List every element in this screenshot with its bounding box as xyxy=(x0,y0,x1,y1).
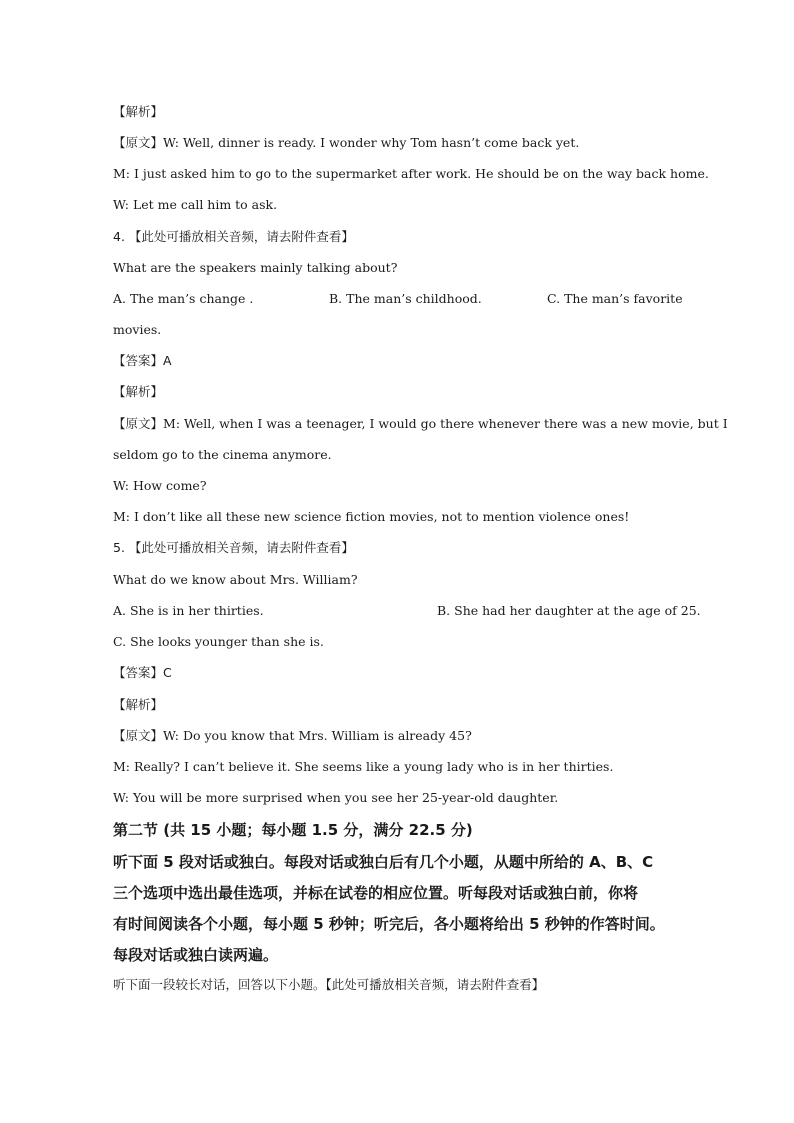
q4-transcript-line-1-continued: seldom go to the cinema anymore. xyxy=(113,447,332,462)
q4-option-a: A. The man’s change . xyxy=(113,291,254,306)
q3-orig-tag: 【原文】 xyxy=(113,135,164,150)
section-2-instructions-line-3: 有时间阅读各个小题，每小题 5 秒钟；听完后，各小题将给出 5 秒钟的作答时间。 xyxy=(113,915,665,933)
q5-line-1-text: W: Do you know that Mrs. William is already 45? xyxy=(163,728,472,743)
q4-orig-tag: 【原文】 xyxy=(113,416,164,431)
q4-question: What are the speakers mainly talking about? xyxy=(113,260,398,275)
q5-option-c: C. She looks younger than she is. xyxy=(113,634,324,649)
q4-transcript-line-1 xyxy=(113,416,728,432)
q5-answer-tag: 【答案】 xyxy=(113,665,164,680)
q4-option-c-continued: movies. xyxy=(113,322,162,337)
q4-transcript-line-3: M: I don’t like all these new science fiction movies, not to mention violence ones! xyxy=(113,509,630,524)
q5-answer: C xyxy=(163,665,172,680)
q5-transcript-line-3: W: You will be more surprised when you see her 25-year-old daughter. xyxy=(113,790,559,805)
q5-question: What do we know about Mrs. William? xyxy=(113,572,358,587)
section-2-instructions-line-2: 三个选项中选出最佳选项，并标在试卷的相应位置。听每段对话或独白前，你将 xyxy=(113,884,639,902)
q5-analysis-tag: 【解析】 xyxy=(113,697,164,712)
q5-transcript-line-2: M: Really? I can’t believe it. She seems like a young lady who is in her thirties. xyxy=(113,759,614,774)
q4-option-b: B. The man’s childhood. xyxy=(329,291,482,306)
q5-transcript-line-1 xyxy=(113,728,472,744)
q3-transcript-line-1 xyxy=(113,135,579,151)
section-2-next-dialogue: 听下面一段较长对话，回答以下小题。【此处可播放相关音频，请去附件查看】 xyxy=(113,977,545,992)
q5-option-a: A. She is in her thirties. xyxy=(113,603,264,618)
q3-transcript-line-2: M: I just asked him to go to the supermarket after work. He should be on the way back home. xyxy=(113,166,709,181)
section-2-instructions-line-4: 每段对话或独白读两遍。 xyxy=(113,946,279,964)
q4-line-1-text: M: Well, when I was a teenager, I would go there whenever there was a new movie, but I xyxy=(163,416,728,431)
q4-option-c: C. The man’s favorite xyxy=(547,291,683,306)
q3-line-1-text: W: Well, dinner is ready. I wonder why Tom hasn’t come back yet. xyxy=(163,135,580,150)
q5-option-b: B. She had her daughter at the age of 25. xyxy=(437,603,701,618)
q3-transcript-line-3: W: Let me call him to ask. xyxy=(113,197,278,212)
q4-header: 4. 【此处可播放相关音频，请去附件查看】 xyxy=(113,229,354,244)
q5-header: 5. 【此处可播放相关音频，请去附件查看】 xyxy=(113,540,354,555)
q4-answer-line xyxy=(113,353,172,369)
q4-answer: A xyxy=(163,353,172,368)
q4-answer-tag: 【答案】 xyxy=(113,353,164,368)
q5-answer-line xyxy=(113,665,172,681)
q4-analysis-tag: 【解析】 xyxy=(113,384,164,399)
q5-orig-tag: 【原文】 xyxy=(113,728,164,743)
section-2-title: 第二节 (共 15 小题；每小题 1.5 分，满分 22.5 分) xyxy=(113,821,473,839)
q4-transcript-line-2: W: How come? xyxy=(113,478,207,493)
q3-analysis-tag: 【解析】 xyxy=(113,104,164,119)
section-2-instructions-line-1: 听下面 5 段对话或独白。每段对话或独白后有几个小题，从题中所给的 A、B、C xyxy=(113,853,654,871)
